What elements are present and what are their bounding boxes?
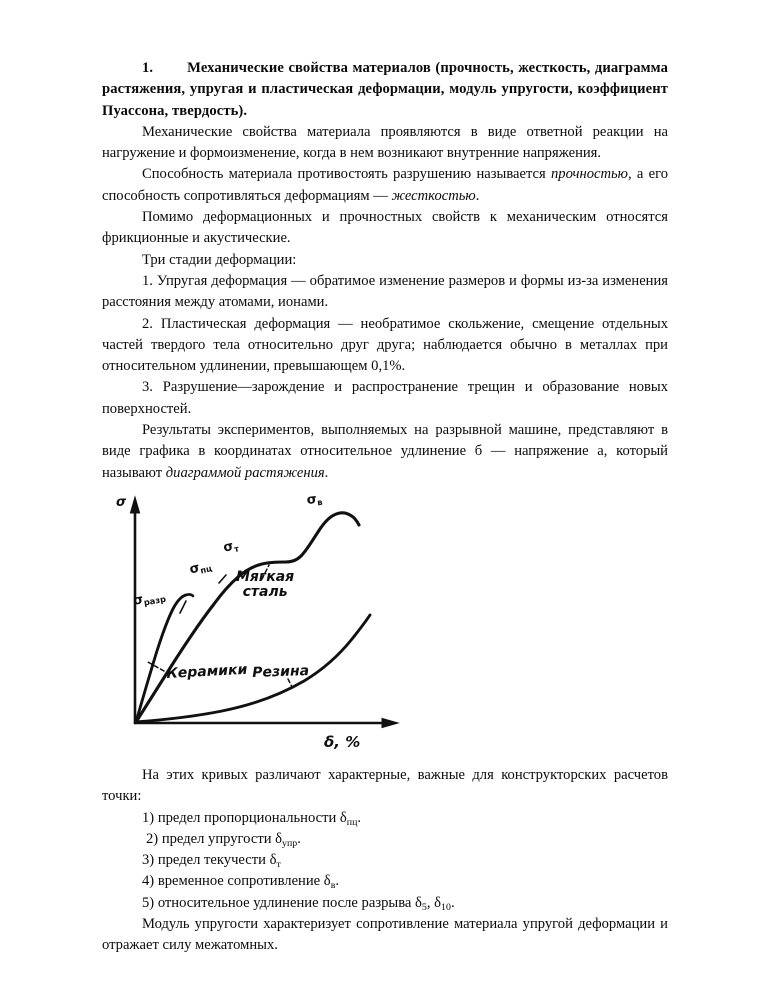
paragraph-experiment-results	[102, 420, 668, 484]
section-heading	[102, 58, 668, 122]
leader-ceramics	[146, 661, 164, 671]
point-item-5	[102, 893, 668, 914]
paragraph-other-properties: Помимо деформационных и прочностных свойств к механическим относятся фрикционные и акустические.	[102, 209, 668, 247]
sigma-t-base: σ	[222, 538, 236, 556]
point-5-tail: , δ	[426, 894, 442, 911]
label-sigma-v	[306, 491, 323, 508]
paragraph-three-stages: Три стадии деформации:	[142, 251, 297, 268]
stress-strain-figure	[102, 491, 668, 759]
point-4-sub: в	[330, 880, 336, 892]
stress-strain-drawing	[102, 491, 668, 759]
point-5-sub: 5	[421, 901, 427, 913]
point-item-2	[102, 829, 668, 850]
stage-plastic-deformation: 2. Пластическая деформация — необратимое скольжение, смещение отдельных частей твердого тела относительно друг друга; наблюдается обычно в металлах при относительном удлинении, превышающем 0,1%.	[102, 315, 668, 375]
point-3-text: предел текучести δ	[157, 852, 277, 869]
y-axis-label: σ	[116, 494, 127, 510]
label-myagkaya-stal	[236, 570, 294, 600]
point-4-marker: 4)	[142, 873, 155, 890]
point-3-sub: т	[276, 858, 281, 870]
y-axis	[130, 497, 139, 723]
point-2-tail: .	[297, 830, 301, 847]
point-2-text: предел упругости δ	[161, 830, 283, 847]
point-5-sub2: 10	[441, 901, 451, 913]
point-1-marker: 1)	[142, 809, 155, 826]
leader-sigma-razr	[180, 601, 186, 613]
point-item-1	[102, 808, 668, 829]
point-5-marker: 5)	[142, 894, 155, 911]
strength-text-part1: Способность материала противостоять разрушению называется	[142, 166, 551, 183]
document-body	[102, 58, 668, 957]
point-item-4	[102, 871, 668, 892]
section-number: 1.	[142, 60, 154, 76]
point-1-tail: .	[357, 809, 362, 826]
term-prochnost: прочностью,	[550, 166, 632, 183]
ceramics-fracture-tick	[186, 594, 193, 596]
sigma-t-sub: т	[233, 543, 240, 554]
stage-elastic-deformation: 1. Упругая деформация — обратимое изменение размеров и формы из-за изменения расстояния между атомами, ионами.	[102, 272, 668, 311]
point-item-3	[102, 850, 668, 871]
myagkaya-line2: сталь	[242, 583, 288, 600]
curve-ceramics	[136, 595, 186, 722]
strength-text-part3: .	[475, 187, 480, 204]
point-5-tail2: .	[450, 894, 455, 911]
paragraph-strength-stiffness	[102, 164, 668, 207]
sigma-v-base: σ	[306, 491, 318, 508]
label-sigma-t	[222, 538, 240, 556]
heading-text: Механические свойства материалов (прочность, жесткость, диаграмма растяжения, упругая и пластическая деформации, модуль упругости, коэффициент Пуассона, твердость).	[102, 60, 668, 119]
point-4-text: временное сопротивление δ	[157, 873, 331, 890]
sigma-v-sub: в	[316, 496, 323, 508]
point-2-sub: упр	[282, 837, 298, 849]
myagkaya-line1: Мягкая	[236, 568, 295, 585]
experiment-text-part1: Результаты экспериментов, выполняемых на разрывной машине, представляют в виде графика в координатах относительное удлинение б — напряжение а, который называют	[102, 422, 668, 481]
stage-fracture: 3. Разрушение—зарождение и распространение трещин и образование новых поверхностей.	[102, 379, 668, 417]
term-diagramma-rastyazheniya: диаграммой растяжения	[165, 464, 325, 481]
leader-rubber	[288, 679, 292, 687]
point-3-marker: 3)	[142, 852, 155, 869]
sigma-pc-sub: пц	[199, 562, 214, 576]
strength-text-part2: а его способность сопротивляться деформациям —	[102, 166, 668, 204]
point-1-text: предел пропорциональности δ	[157, 809, 347, 826]
term-zhestkost: жесткостью	[391, 187, 476, 204]
label-rezina: Резина	[252, 662, 310, 681]
point-2-marker: 2)	[146, 830, 159, 847]
paragraph-elastic-modulus: Модуль упругости характеризует сопротивление материала упругой деформации и отражает силу межатомных.	[102, 916, 668, 954]
sigma-pc-base: σ	[188, 560, 202, 578]
paragraph-intro: Механические свойства материала проявляются в виде ответной реакции на нагружение и формоизменение, когда в нем возникают внутренние напряжения.	[102, 123, 668, 162]
x-axis-label: δ, %	[324, 732, 361, 751]
sigma-razr-base: σ	[132, 592, 145, 609]
point-5-text: относительное удлинение после разрыва δ	[157, 894, 422, 911]
sigma-razr-sub: разр	[142, 593, 167, 608]
point-1-sub: пц	[346, 816, 358, 828]
label-keramiki: Керамики	[166, 661, 248, 682]
experiment-text-part2: .	[324, 464, 329, 481]
paragraph-characteristic-points: На этих кривых различают характерные, важные для конструкторских расчетов точки:	[102, 766, 668, 805]
leader-sigma-pc	[219, 575, 226, 583]
point-4-tail: .	[335, 873, 340, 890]
